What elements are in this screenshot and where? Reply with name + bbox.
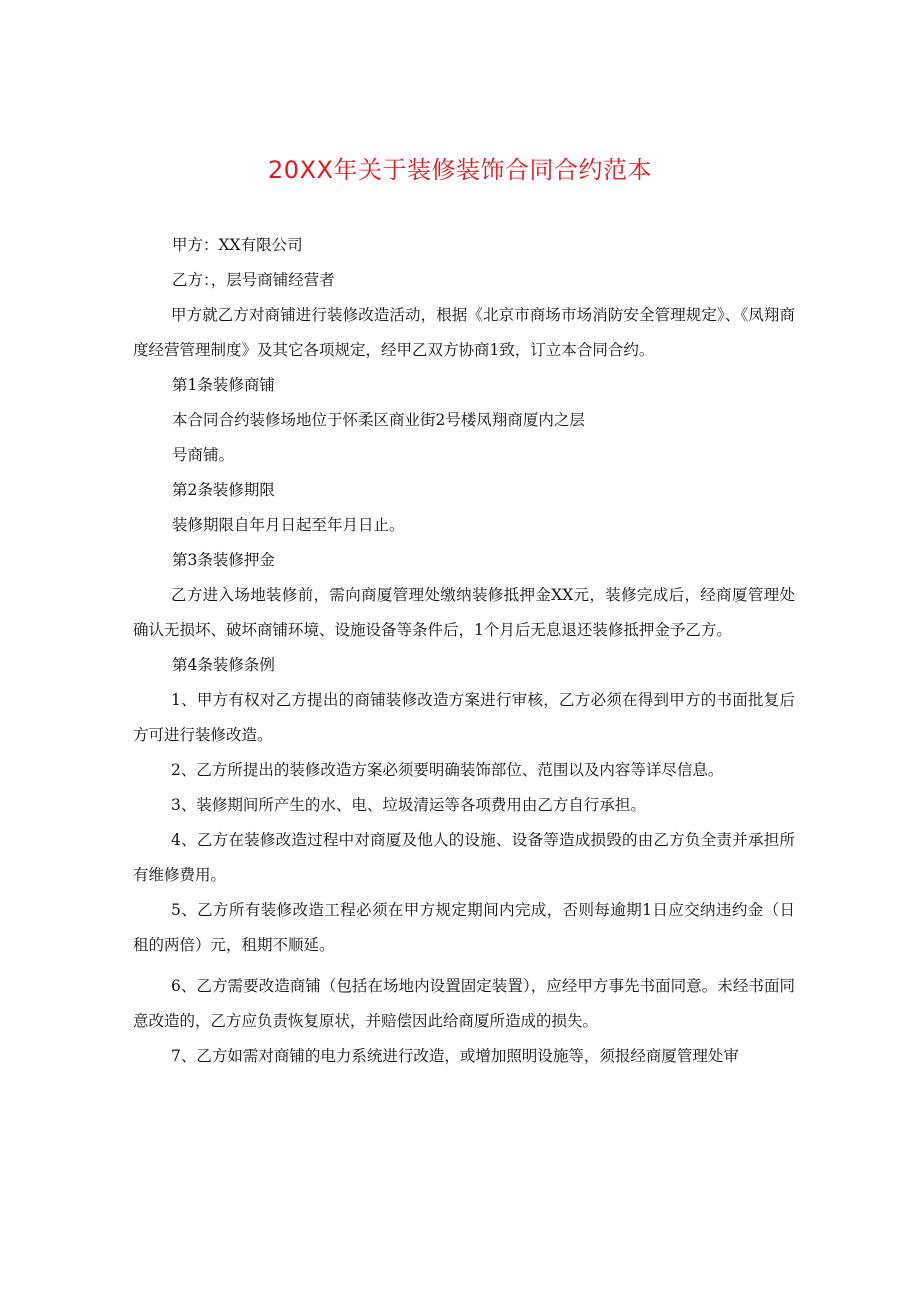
document-title: 20XX年关于装修装饰合同合约范本 [268,156,652,184]
article-1-heading: 第1条装修商铺 [172,376,275,394]
article-1-text-continued: 号商铺。 [172,446,235,464]
article-4-item-4: 4、乙方在装修改造过程中对商厦及他人的设施、设备等造成损毁的由乙方负全责并承担所有维修费用。 [133,831,795,884]
article-4-item-3: 3、装修期间所产生的水、电、垃圾清运等各项费用由乙方自行承担。 [171,796,646,814]
article-2-text: 装修期限自年月日起至年月日止。 [172,516,405,534]
article-4-item-6: 6、乙方需要改造商铺（包括在场地内设置固定装置），应经甲方事先书面同意。未经书面同意改造的，乙方应负责恢复原状，并赔偿因此给商厦所造成的损失。 [133,977,795,1030]
article-4-item-7: 7、乙方如需对商铺的电力系统进行改造，或增加照明设施等，须报经商厦管理处审 [171,1047,739,1065]
article-4-heading: 第4条装修条例 [172,656,275,674]
document-body [133,228,795,1074]
article-1-text: 本合同合约装修场地位于怀柔区商业街2号楼凤翔商厦内之层 [172,411,585,429]
article-3-heading: 第3条装修押金 [172,551,275,569]
article-4-item-1: 1、甲方有权对乙方提出的商铺装修改造方案进行审核，乙方必须在得到甲方的书面批复后方可进行装修改造。 [133,691,795,744]
party-a-line: 甲方：XX有限公司 [172,236,303,254]
article-4-item-2: 2、乙方所提出的装修改造方案必须要明确装饰部位、范围以及内容等详尽信息。 [171,761,724,779]
article-3-text: 乙方进入场地装修前，需向商厦管理处缴纳装修抵押金XX元，装修完成后，经商厦管理处确认无损坏、破坏商铺环境、设施设备等条件后，1个月后无息退还装修抵押金予乙方。 [133,586,795,639]
article-4-item-5: 5、乙方所有装修改造工程必须在甲方规定期间内完成，否则每逾期1日应交纳违约金（日租的两倍）元，租期不顺延。 [133,901,795,954]
preamble-paragraph: 甲方就乙方对商铺进行装修改造活动，根据《北京市商场市场消防安全管理规定》、《凤翔商度经营管理制度》及其它各项规定，经甲乙双方协商1致，订立本合同合约。 [133,306,795,359]
party-b-line: 乙方：，层号商铺经营者 [172,271,335,289]
article-2-heading: 第2条装修期限 [172,481,275,499]
